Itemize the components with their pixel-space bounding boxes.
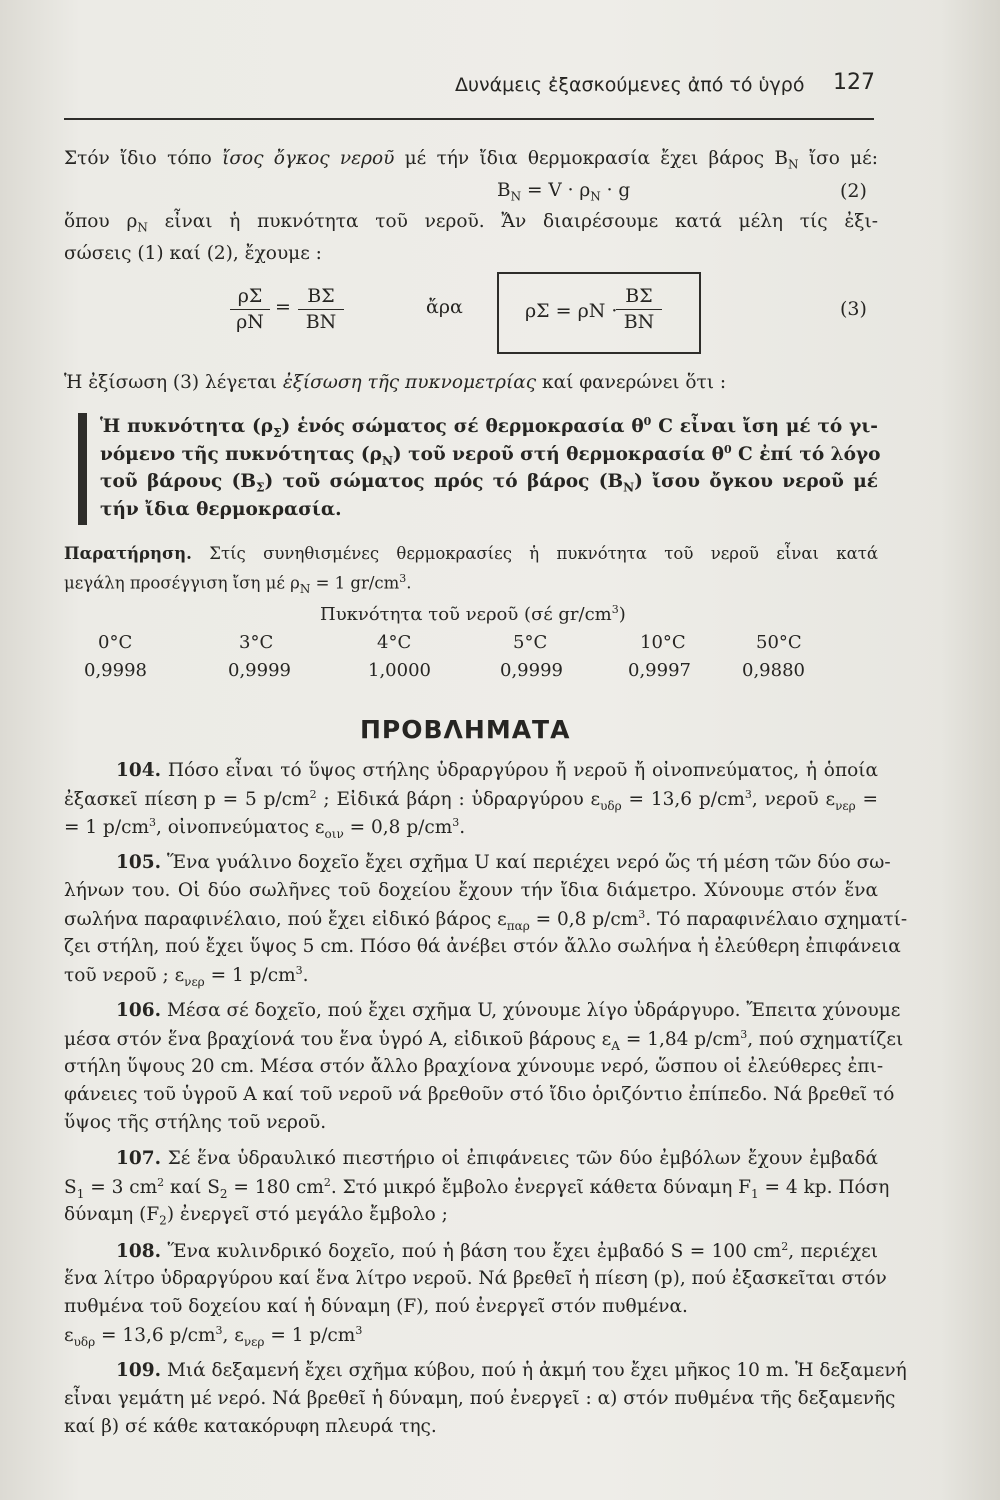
text-line-4: σώσεις (1) καί (2), ἔχουμε : [64, 243, 322, 264]
problem-104-line-1: 104. Πόσο εἶναι τό ὕψος στήλης ὑδραργύρου ἤ νεροῦ ἤ οἰνοπνεύματος, ἡ ὁποία [116, 760, 878, 781]
table-density: 1,0000 [368, 660, 431, 681]
text-line-1: Στόν ἴδιο τόπο ἴσος ὄγκος νεροῦ μέ τήν ἴδια θερμοκρασία ἔχει βάρος $B_N$ ἴσο μέ: [64, 148, 878, 172]
problem-106-line-2: μέσα στόν ἕνα βραχίονά του ἕνα ὑγρό Α, εἰδικοῦ βάρους $\varepsilon_A = 1,84$ $p/cm^3$, πού σχηματίζει [64, 1028, 904, 1053]
fraction-b-boxed: $\frac{B\Sigma}{BN}$ [616, 285, 662, 333]
problem-109-line-2: εἶναι γεμάτη μέ νερό. Νά βρεθεῖ ἡ δύναμη, πού ἐνεργεῖ : α) στόν πυθμένα τῆς δεξαμενῆς [64, 1388, 896, 1409]
table-temp: 4°C [377, 632, 412, 653]
table-temp: 50°C [756, 632, 802, 653]
note-line-2: μεγάλη προσέγγιση ἴση μέ $\rho_N = 1$ $gr/cm^3$. [64, 572, 412, 596]
note-line-1: Παρατήρηση. Στίς συνηθισμένες θερμοκρασίες ἡ πυκνότητα τοῦ νεροῦ εἶναι κατά [64, 544, 878, 563]
problem-108-line-3: πυθμένα τοῦ δοχείου καί ἡ δύναμη (F), πού ἐνεργεῖ στόν πυθμένα. [64, 1296, 688, 1317]
problem-108-line-4: $\varepsilon_{\upsilon\delta\rho} = 13,6$ $p/cm^3$, $\varepsilon_{\nu\varepsilon\rho} = 1$ $p/cm^3$ [64, 1324, 363, 1349]
problem-109-line-3: καί β) σέ κάθε κατακόρυφη πλευρά της. [64, 1416, 437, 1437]
table-temp: 10°C [640, 632, 686, 653]
equation-3-lhs: ρΣ = ρN · [525, 300, 618, 322]
rule-sidebar [78, 413, 87, 525]
problem-107-line-1: 107. Σέ ἕνα ὑδραυλικό πιεστήριο οἱ ἐπιφάνειες τῶν δύο ἐμβόλων ἔχουν ἐμβαδά [116, 1148, 878, 1169]
header-title: Δυνάμεις ἐξασκούμενες ἀπό τό ὑγρό [455, 74, 805, 96]
problem-105-line-4: ζει στήλη, πού ἔχει ὕψος 5 cm. Πόσο θά ἀνέβει στόν ἄλλο σωλήνα ἡ ἐλεύθερη ἐπιφάνεια [64, 936, 901, 957]
equation-2: $B_N = V \cdot \rho_N \cdot g$ [497, 180, 631, 204]
problem-108-line-2: ἕνα λίτρο ὑδραργύρου καί ἕνα λίτρο νεροῦ. Νά βρεθεῖ ἡ πίεση (p), πού ἐξασκεῖται στόν [64, 1268, 887, 1289]
problem-105-line-2: λήνων του. Οἱ δύο σωλῆνες τοῦ δοχείου ἔχουν τήν ἴδια διάμετρο. Χύνουμε στόν ἕνα [64, 880, 878, 901]
table-density: 0,9998 [84, 660, 147, 681]
fraction-rho: $\frac{\rho\Sigma}{\rho N}$ [230, 285, 270, 333]
problem-106-line-1: 106. Μέσα σέ δοχεῖο, πού ἔχει σχῆμα U, χύνουμε λίγο ὑδράργυρο. Ἔπειτα χύνουμε [116, 1000, 901, 1021]
rule-line-3: τοῦ βάρους $(B_\Sigma)$ τοῦ σώματος πρός τό βάρος $(B_N)$ ἴσου ὄγκου νεροῦ μέ [100, 471, 878, 495]
page-edge-shadow [940, 0, 1000, 1500]
equation-3-number: (3) [840, 298, 867, 320]
problem-105-line-1: 105. Ἕνα γυάλινο δοχεῖο ἔχει σχῆμα U καί περιέχει νερό ὥς τή μέση τῶν δύο σω- [116, 852, 891, 873]
problem-104-line-2: ἐξασκεῖ πίεση p = 5 $p/cm^2$ ; Εἰδικά βάρη : ὑδραργύρου $\varepsilon_{\upsilon\delta\rho} = 13,6$ $p/cm^3$, νεροῦ $\varepsilon_{\nu\varepsilon\rho}$ = [64, 788, 878, 813]
header-rule [64, 118, 874, 120]
equation-3-ara: ἄρα [426, 296, 463, 318]
rule-line-2: νόμενο τῆς πυκνότητας $(\rho_N)$ τοῦ νεροῦ στή θερμοκρασία $\theta^0$ C ἐπί τό λόγο [100, 443, 881, 468]
problem-106-line-5: ὕψος τῆς στήλης τοῦ νεροῦ. [64, 1112, 327, 1133]
problem-105-line-3: σωλήνα παραφινέλαιο, πού ἔχει εἰδικό βάρος $\varepsilon_{\pi\alpha\rho} = 0,8$ $p/cm^3$. Τό παραφινέλαιο σχηματί- [64, 908, 908, 933]
text-line-3: ὅπου $\rho_N$ εἶναι ἡ πυκνότητα τοῦ νεροῦ. Ἄν διαιρέσουμε κατά μέλη τίς ἐξι- [64, 211, 878, 235]
problem-105-line-5: τοῦ νεροῦ ; $\varepsilon_{\nu\varepsilon\rho} = 1$ $p/cm^3$. [64, 964, 309, 989]
table-density: 0,9997 [628, 660, 691, 681]
problem-106-line-3: στήλη ὕψους 20 cm. Μέσα στόν ἄλλο βραχίονα χύνουμε νερό, ὥσπου οἱ ἐλεύθερες ἐπι- [64, 1056, 884, 1077]
table-temp: 5°C [513, 632, 548, 653]
text-line-5: Ἡ ἐξίσωση (3) λέγεται ἐξίσωση τῆς πυκνομετρίας καί φανερώνει ὅτι : [64, 372, 727, 393]
table-density: 0,9999 [500, 660, 563, 681]
table-temp: 3°C [239, 632, 274, 653]
equation-3-equals: = [275, 296, 291, 318]
table-density: 0,9999 [228, 660, 291, 681]
table-temp: 0°C [98, 632, 133, 653]
table-density: 0,9880 [742, 660, 805, 681]
problem-107-line-2: $S_1 = 3$ $cm^2$ καί $S_2 = 180$ $cm^2$. Στό μικρό ἔμβολο ἐνεργεῖ κάθετα δύναμη $F_1 = 4$ kp. Πόση [64, 1176, 890, 1201]
problems-heading: ΠΡΟΒΛΗΜΑΤΑ [360, 715, 571, 744]
problem-107-line-3: δύναμη $(F_2)$ ἐνεργεῖ στό μεγάλο ἔμβολο ; [64, 1204, 448, 1228]
rule-line-1: Ἡ πυκνότητα $(\rho_\Sigma)$ ἑνός σώματος σέ θερμοκρασία $\theta^0$ C εἶναι ἴση μέ τό γι- [100, 415, 878, 440]
running-header [455, 70, 875, 104]
problem-108-line-1: 108. Ἕνα κυλινδρικό δοχεῖο, πού ἡ βάση του ἔχει ἐμβαδό S = 100 $cm^2$, περιέχει [116, 1240, 878, 1263]
problem-104-line-3: = 1 $p/cm^3$, οἰνοπνεύματος $\varepsilon_{o\iota\nu} = 0,8$ $p/cm^3$. [64, 816, 466, 841]
problem-109-line-1: 109. Μιά δεξαμενή ἔχει σχῆμα κύβου, πού ἡ ἀκμή του ἔχει μῆκος 10 m. Ἡ δεξαμενή [116, 1360, 907, 1381]
page-number: 127 [833, 70, 875, 95]
rule-line-4: τήν ἴδια θερμοκρασία. [100, 499, 342, 520]
fraction-b: $\frac{B\Sigma}{BN}$ [298, 285, 344, 333]
density-table-title: Πυκνότητα τοῦ νεροῦ (σέ $gr/cm^3$) [320, 603, 626, 625]
problem-106-line-4: φάνειες τοῦ ὑγροῦ Α καί τοῦ νεροῦ νά βρεθοῦν στό ἴδιο ὁριζόντιο ἐπίπεδο. Νά βρεθεῖ τό [64, 1084, 895, 1105]
equation-2-number: (2) [840, 180, 867, 202]
